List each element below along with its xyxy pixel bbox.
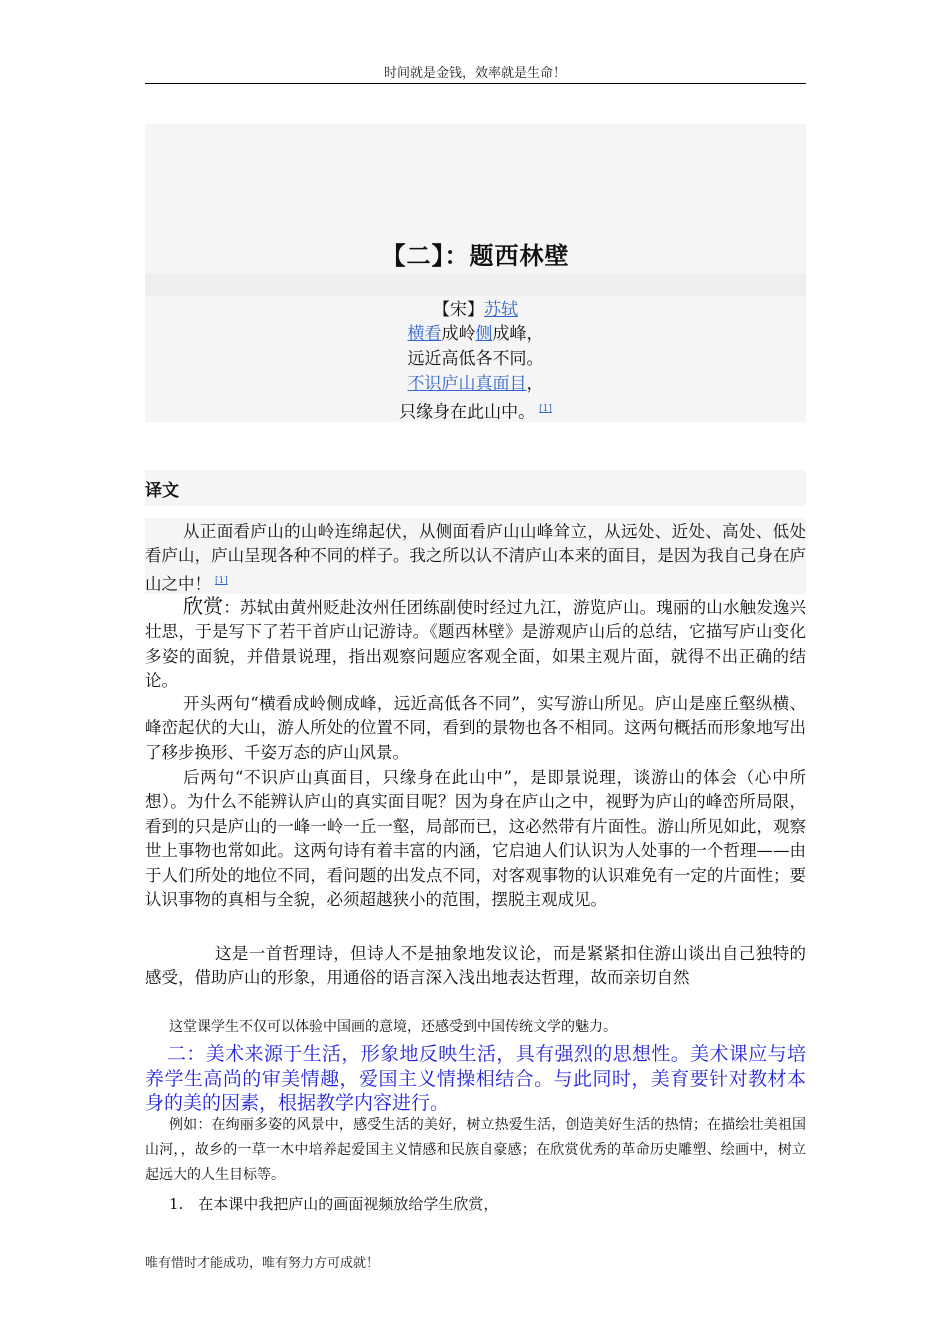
poem-author-line: [145, 298, 806, 322]
poem-link-ce[interactable]: 侧: [475, 324, 493, 344]
translation-reference-link[interactable]: [1]: [215, 575, 228, 586]
section-title: 【二】：题西林壁: [381, 242, 570, 270]
poem-text: 成岭: [441, 324, 476, 344]
poem-line-2: 远近高低各不同。: [407, 349, 544, 369]
poem-dynasty: 【宋】: [433, 300, 484, 320]
page-footer: 唯有惜时才能成功，唯有努力方可成就！: [145, 1256, 380, 1271]
title-section: [145, 124, 806, 274]
translation-heading: 译文: [145, 481, 179, 501]
section-2-item-1: 1. 在本课中我把庐山的画面视频放给学生欣赏，: [169, 1195, 499, 1213]
appreciation-label: 欣赏: [183, 594, 224, 618]
poem-line-1: [145, 322, 806, 346]
poem-line-4: [145, 397, 806, 425]
poem-reference-link[interactable]: [1]: [539, 404, 552, 414]
poem-link-zhenmianmu[interactable]: 不识庐山真面目: [407, 374, 527, 394]
appreciation-paragraph-4: 这是一首哲理诗，但诗人不是抽象地发议论，而是紧紧扣住游山谈出自己独特的感受，借助庐山的形象，用通俗的语言深入浅出地表达哲理，故而亲切自然: [145, 944, 806, 988]
poem-section: [145, 296, 806, 422]
poem-text: 只缘身在此山中。: [399, 402, 536, 423]
header-divider: [145, 83, 806, 84]
appreciation-text: ：苏轼由黄州贬赴汝州任团练副使时经过九江，游览庐山。瑰丽的山水触发逸兴壮思，于是写下了若干首庐山记游诗。《题西林壁》是游观庐山后的总结，它描写庐山变化多姿的面貌，并借景说理，指出观察问题应客观全面，如果主观片面，就得不出正确的结论。: [145, 598, 807, 691]
section-2-example: 例如：在绚丽多姿的风景中，感受生活的美好，树立热爱生活，创造美好生活的热情；在描绘壮美祖国山河，，故乡的一草一木中培养起爱国主义情感和民族自豪感；在欣赏优秀的革命历史雕塑、绘画中，树立起远大的人生目标等。: [145, 1117, 806, 1183]
translation-paragraph: [145, 520, 806, 597]
lesson-note: 这堂课学生不仅可以体验中国画的意境，还感受到中国传统文学的魅力。: [169, 1019, 617, 1035]
author-link[interactable]: 苏轼: [484, 300, 518, 320]
poem-text: ，: [526, 374, 544, 394]
translation-text: 从正面看庐山的山岭连绵起伏，从侧面看庐山山峰耸立，从远处、近处、高处、低处看庐山，庐山呈现各种不同的样子。我之所以认不清庐山本来的面目，是因为我自己身在庐山之中！: [145, 522, 806, 594]
appreciation-paragraph-3: 后两句“不识庐山真面目，只缘身在此山中”，是即景说理，谈游山的体会（心中所想）。为什么不能辨认庐山的真实面目呢？因为身在庐山之中，视野为庐山的峰峦所局限，看到的只是庐山的一峰一岭一丘一壑，局部而已，这必然带有片面性。游山所见如此，观察世上事物也常如此。这两句诗有着丰富的内涵，它启迪人们认识为人处事的一个哲理——由于人们所处的地位不同，看问题的出发点不同，对客观事物的认识难免有一定的片面性；要认识事物的真相与全貌，必须超越狭小的范围，摆脱主观成见。: [145, 768, 806, 910]
poem-link-hengkan[interactable]: 横看: [407, 324, 442, 344]
page-header: 时间就是金钱，效率就是生命！: [383, 66, 566, 81]
translation-heading-section: [145, 470, 806, 506]
appreciation-paragraph-1: [145, 594, 806, 694]
poem-text: 成峰，: [492, 324, 544, 344]
poem-line-3: [145, 372, 806, 396]
title-strip: [145, 274, 806, 296]
appreciation-paragraph-2: 开头两句“横看成岭侧成峰，远近高低各不同”，实写游山所见。庐山是座丘壑纵横、峰峦起伏的大山，游人所处的位置不同，看到的景物也各不相同。这两句概括而形象地写出了移步换形、千姿万态的庐山风景。: [145, 694, 806, 762]
section-2-heading: 二：美术来源于生活，形象地反映生活，具有强烈的思想性。美术课应与培养学生高尚的审美情趣，爱国主义情操相结合。与此同时，美育要针对教材本身的美的因素，根据教学内容进行。: [145, 1043, 806, 1114]
